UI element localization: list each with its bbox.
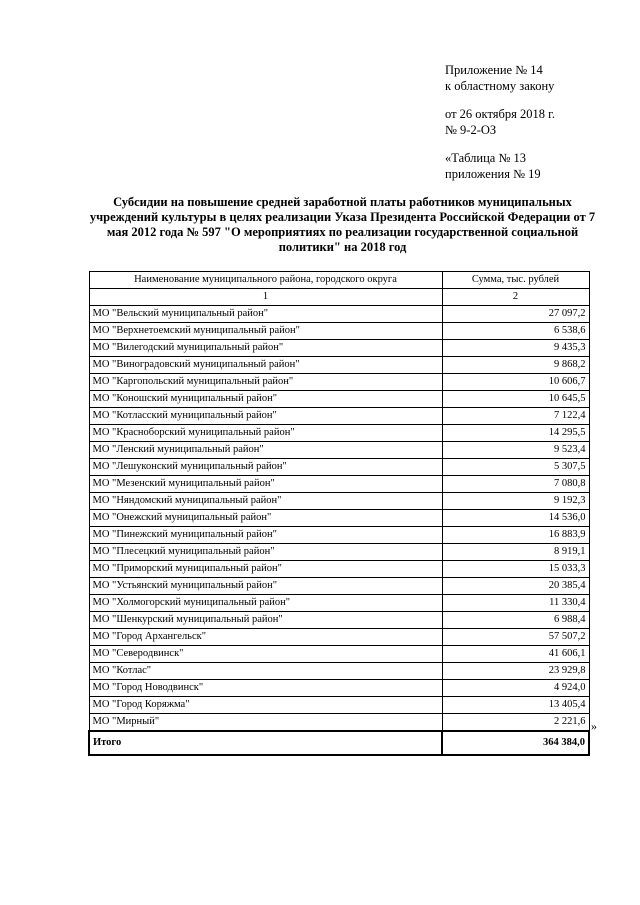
row-sum: 6 538,6 [442,323,589,340]
row-sum: 9 868,2 [442,357,589,374]
table-row [89,323,589,340]
row-name: МО "Верхнетоемский муниципальный район" [89,323,442,340]
table-row [89,629,589,646]
table-row [89,340,589,357]
table-row [89,561,589,578]
closing-quote: » [591,719,597,733]
table-row [89,476,589,493]
row-name: МО "Виноградовский муниципальный район" [89,357,442,374]
column-numbers-row [89,289,589,306]
total-label: Итого [89,731,442,755]
table-header-row [89,272,589,289]
table-row [89,663,589,680]
column-number: 2 [442,289,589,306]
total-row [89,731,589,755]
row-name: МО "Каргопольский муниципальный район" [89,374,442,391]
row-sum: 7 080,8 [442,476,589,493]
row-sum: 7 122,4 [442,408,589,425]
row-name: МО "Ленский муниципальный район" [89,442,442,459]
row-sum: 9 523,4 [442,442,589,459]
row-sum: 14 295,5 [442,425,589,442]
row-name: МО "Мезенский муниципальный район" [89,476,442,493]
total-sum: 364 384,0 [442,731,589,755]
row-name: МО "Холмогорский муниципальный район" [89,595,442,612]
appendix-reference: приложения № 19 [445,167,541,181]
row-name: МО "Город Новодвинск" [89,680,442,697]
row-name: МО "Плесецкий муниципальный район" [89,544,442,561]
appendix-law-ref: к областному закону [445,79,555,93]
row-sum: 13 405,4 [442,697,589,714]
table-row [89,459,589,476]
row-sum: 14 536,0 [442,510,589,527]
table-row [89,493,589,510]
header-name: Наименование муниципального района, городского округа [89,272,442,289]
table-row [89,357,589,374]
row-sum: 9 435,3 [442,340,589,357]
table-row [89,680,589,697]
appendix-date: от 26 октября 2018 г. [445,107,555,121]
row-sum: 15 033,3 [442,561,589,578]
document-title: Субсидии на повышение средней заработной платы работников муниципальных учреждений культуры в целях реализации Указа Президента Российской Федерации от 7 мая 2012 года № 597 "О мероприятиях по реализации государственной социальной политики" на 2018 год [89,195,596,254]
row-name: МО "Красноборский муниципальный район" [89,425,442,442]
row-sum: 11 330,4 [442,595,589,612]
table-row [89,408,589,425]
table-row [89,714,589,732]
row-sum: 23 929,8 [442,663,589,680]
row-name: МО "Устьянский муниципальный район" [89,578,442,595]
row-sum: 16 883,9 [442,527,589,544]
table-row [89,612,589,629]
row-name: МО "Лешуконский муниципальный район" [89,459,442,476]
row-sum: 10 645,5 [442,391,589,408]
table-row [89,697,589,714]
header-sum: Сумма, тыс. рублей [442,272,589,289]
subsidies-table [88,271,590,756]
table-reference: «Таблица № 13 [445,151,527,165]
row-name: МО "Коношский муниципальный район" [89,391,442,408]
row-sum: 10 606,7 [442,374,589,391]
row-name: МО "Город Коряжма" [89,697,442,714]
row-name: МО "Котласский муниципальный район" [89,408,442,425]
row-name: МО "Вилегодский муниципальный район" [89,340,442,357]
table-row [89,527,589,544]
table-row [89,374,589,391]
row-sum: 27 097,2 [442,306,589,323]
row-sum: 5 307,5 [442,459,589,476]
row-name: МО "Приморский муниципальный район" [89,561,442,578]
row-sum: 2 221,6 [442,714,589,732]
row-sum: 9 192,3 [442,493,589,510]
table-row [89,544,589,561]
row-name: МО "Шенкурский муниципальный район" [89,612,442,629]
appendix-number: Приложение № 14 [445,63,543,77]
table-row [89,306,589,323]
column-number: 1 [89,289,442,306]
table-row [89,510,589,527]
table-row [89,442,589,459]
row-name: МО "Онежский муниципальный район" [89,510,442,527]
row-name: МО "Пинежский муниципальный район" [89,527,442,544]
table-row [89,578,589,595]
row-name: МО "Вельский муниципальный район" [89,306,442,323]
row-sum: 4 924,0 [442,680,589,697]
appendix-law-number: № 9-2-ОЗ [445,123,497,137]
row-name: МО "Котлас" [89,663,442,680]
row-sum: 57 507,2 [442,629,589,646]
row-sum: 20 385,4 [442,578,589,595]
table-row [89,391,589,408]
table-row [89,595,589,612]
row-name: МО "Мирный" [89,714,442,732]
table-row [89,646,589,663]
row-sum: 8 919,1 [442,544,589,561]
row-name: МО "Город Архангельск" [89,629,442,646]
appendix-header [445,62,555,182]
row-name: МО "Северодвинск" [89,646,442,663]
table-row [89,425,589,442]
row-sum: 41 606,1 [442,646,589,663]
row-name: МО "Няндомский муниципальный район" [89,493,442,510]
row-sum: 6 988,4 [442,612,589,629]
